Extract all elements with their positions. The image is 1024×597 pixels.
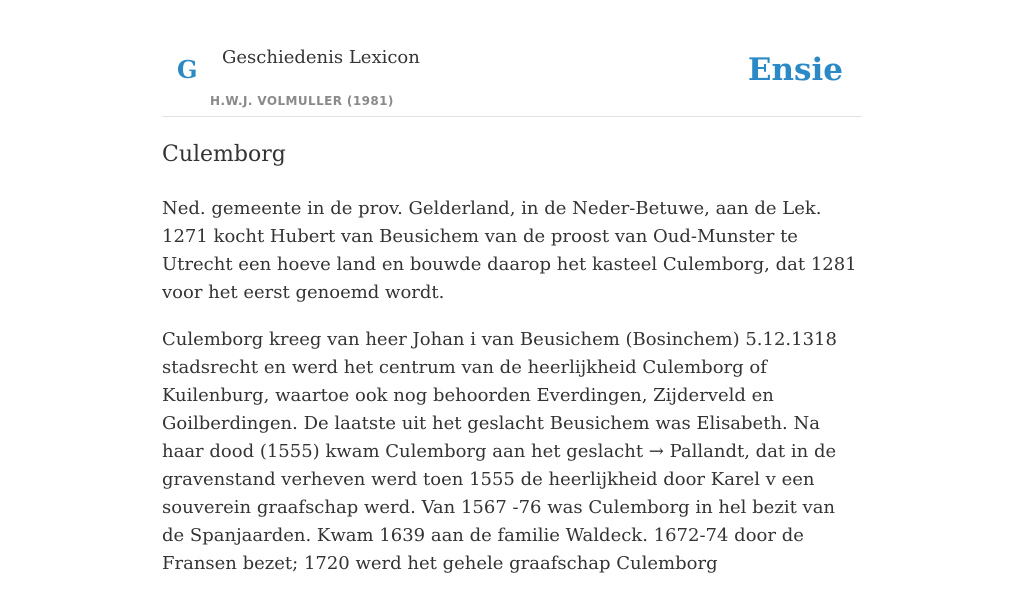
article-paragraph: Ned. gemeente in de prov. Gelderland, in de Neder-Betuwe, aan de Lek. 1271 kocht Hubert van Beusichem van de proost van Oud-Munster te Utrecht een hoeve land en bouwde daarop het kasteel Culemborg, dat 1281 voor het eerst genoemd wordt. xyxy=(162,198,857,303)
lexicon-title-link[interactable]: Geschiedenis Lexicon xyxy=(222,47,420,68)
header xyxy=(162,0,862,117)
article-content xyxy=(162,139,862,597)
entry-title: Culemborg xyxy=(162,142,286,167)
author-credit: H.W.J. VOLMULLER (1981) xyxy=(210,94,394,108)
lexicon-logo-icon[interactable]: G xyxy=(177,55,198,84)
article-paragraph: Culemborg kreeg van heer Johan i van Beusichem (Bosinchem) 5.12.1318 stadsrecht en werd het centrum van de heerlijkheid Culemborg of Kuilenburg, waartoe ook nog behoorden Everdingen, Zijderveld en Goilberdingen. De laatste uit het geslacht Beusichem was Elisabeth. Na haar dood (1555) kwam Culemborg aan het geslacht → Pallandt, dat in de gravenstand verheven werd toen 1555 de heerlijkheid door Karel v een souverein graafschap werd. Van 1567 -76 was Culemborg in hel bezit van de Spanjaarden. Kwam 1639 aan de familie Waldeck. 1672-74 door de Fransen bezet; 1720 werd het gehele graafschap Culemborg xyxy=(162,329,837,574)
ensie-logo[interactable]: Ensie xyxy=(747,52,843,88)
